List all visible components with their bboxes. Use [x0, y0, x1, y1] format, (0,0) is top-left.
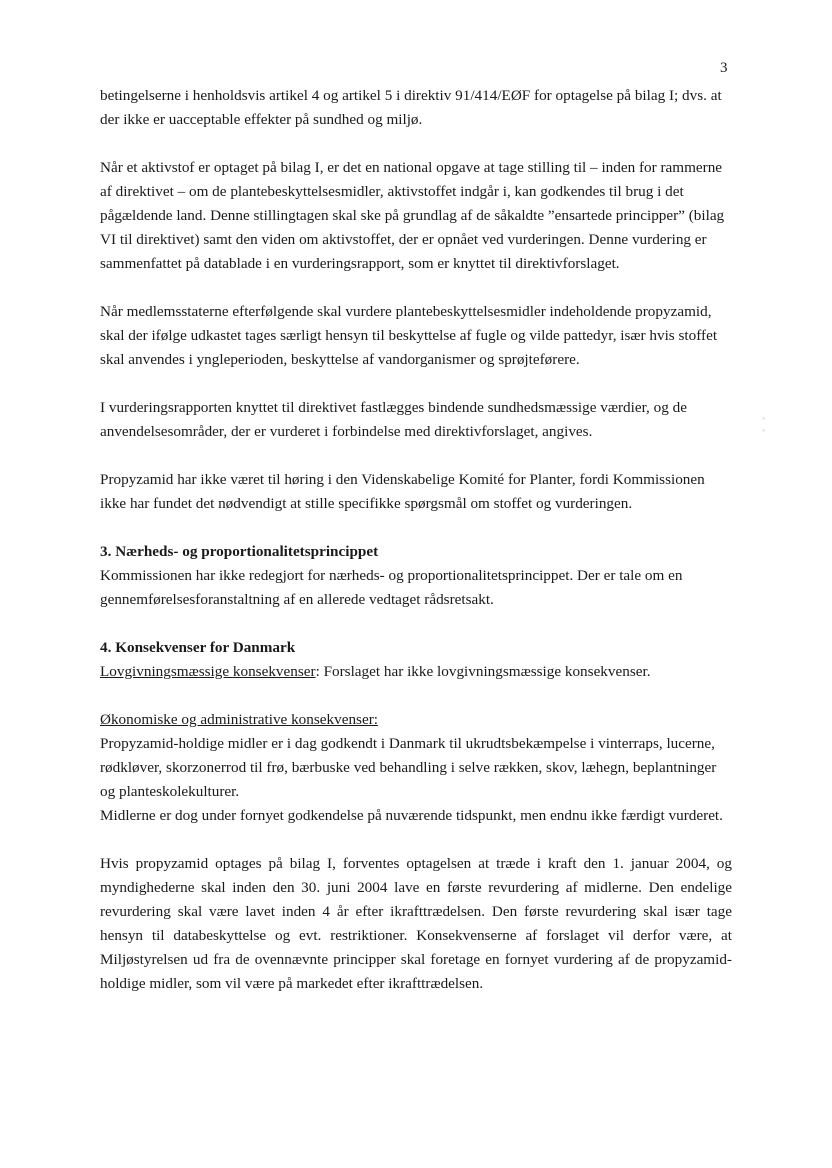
scan-margin-mark: ◦ ◦: [762, 413, 766, 435]
document-body: [100, 84, 732, 996]
legal-consequences-label: Lovgivningsmæssige konsekvenser: [100, 663, 316, 680]
paragraph-scientific-committee: Propyzamid har ikke været til høring i den Videnskabelige Komité for Planter, fordi Kommissionen ikke har fundet det nødvendigt at stille specifikke spørgsmål om stoffet og vurderingen.: [100, 471, 705, 512]
economic-consequences-label: Økonomiske og administrative konsekvenser:: [100, 711, 378, 728]
economic-consequences-text-2: Midlerne er dog under fornyet godkendelse på nuværende tidspunkt, men endnu ikke færdigt vurderet.: [100, 807, 723, 824]
economic-consequences-text-1: Propyzamid-holdige midler er i dag godkendt i Danmark til ukrudtsbekæmpelse i vinterraps, lucerne, rødkløver, skorzonerrod til frø, bærbuske ved behandling i selve rækken, skov, læhegn, beplantninger og planteskolekulturer.: [100, 735, 717, 800]
section-4-heading: 4. Konsekvenser for Danmark: [100, 639, 296, 656]
page-number: 3: [720, 60, 728, 76]
paragraph-national-task: Når et aktivstof er optaget på bilag I, er det en national opgave at tage stilling til – inden for rammerne af direktivet – om de plantebeskyttelsesmidler, aktivstoffet indgår i, kan godkendes til brug i det pågældende land. Denne stillingtagen skal ske på grundlag af de såkaldte ”ensartede principper” (bilag VI til direktivet) samt den viden om aktivstoffet, der er opnået ved vurderingen. Denne vurdering er sammenfattet på datablade i en vurderingsrapport, som er knyttet til direktivforslaget.: [100, 159, 725, 272]
legal-consequences-line: [100, 660, 732, 684]
section-3-text: Kommissionen har ikke redegjort for nærheds- og proportionalitetsprincippet. Der er tale om en gennemførelsesforanstaltning af en allerede vedtaget rådsretsakt.: [100, 567, 683, 608]
paragraph-evaluation-report: I vurderingsrapporten knyttet til direktivet fastlægges bindende sundhedsmæssige værdier, og de anvendelsesområder, der er vurderet i forbindelse med direktivforslaget, angives.: [100, 399, 687, 440]
section-3-heading: 3. Nærheds- og proportionalitetsprincippet: [100, 543, 379, 560]
legal-consequences-text: : Forslaget har ikke lovgivningsmæssige konsekvenser.: [315, 663, 651, 680]
paragraph-bilag-conditions: betingelserne i henholdsvis artikel 4 og artikel 5 i direktiv 91/414/EØF for optagelse på bilag I; dvs. at der ikke er uacceptable effekter på sundhed og miljø.: [100, 87, 722, 128]
paragraph-member-states: Når medlemsstaterne efterfølgende skal vurdere plantebeskyttelsesmidler indeholdende propyzamid, skal der ifølge udkastet tages særligt hensyn til beskyttelse af fugle og vilde pattedyr, især hvis stoffet skal anvendes i yngleperioden, beskyttelse af vandorganismer og sprøjteførere.: [100, 303, 718, 368]
final-paragraph: Hvis propyzamid optages på bilag I, forventes optagelsen at træde i kraft den 1. januar 2004, og myndighederne skal inden den 30. juni 2004 lave en første revurdering af midlerne. Den endelige revurdering skal være lavet inden 4 år efter ikrafttrædelsen. Den første revurdering skal især tage hensyn til databeskyttelse og evt. restriktioner. Konsekvenserne af forslaget vil derfor være, at Miljøstyrelsen ud fra de ovennævnte principper skal foretage en fornyet vurdering af de propyzamid-holdige midler, som vil være på markedet efter ikrafttrædelsen.: [100, 855, 732, 992]
